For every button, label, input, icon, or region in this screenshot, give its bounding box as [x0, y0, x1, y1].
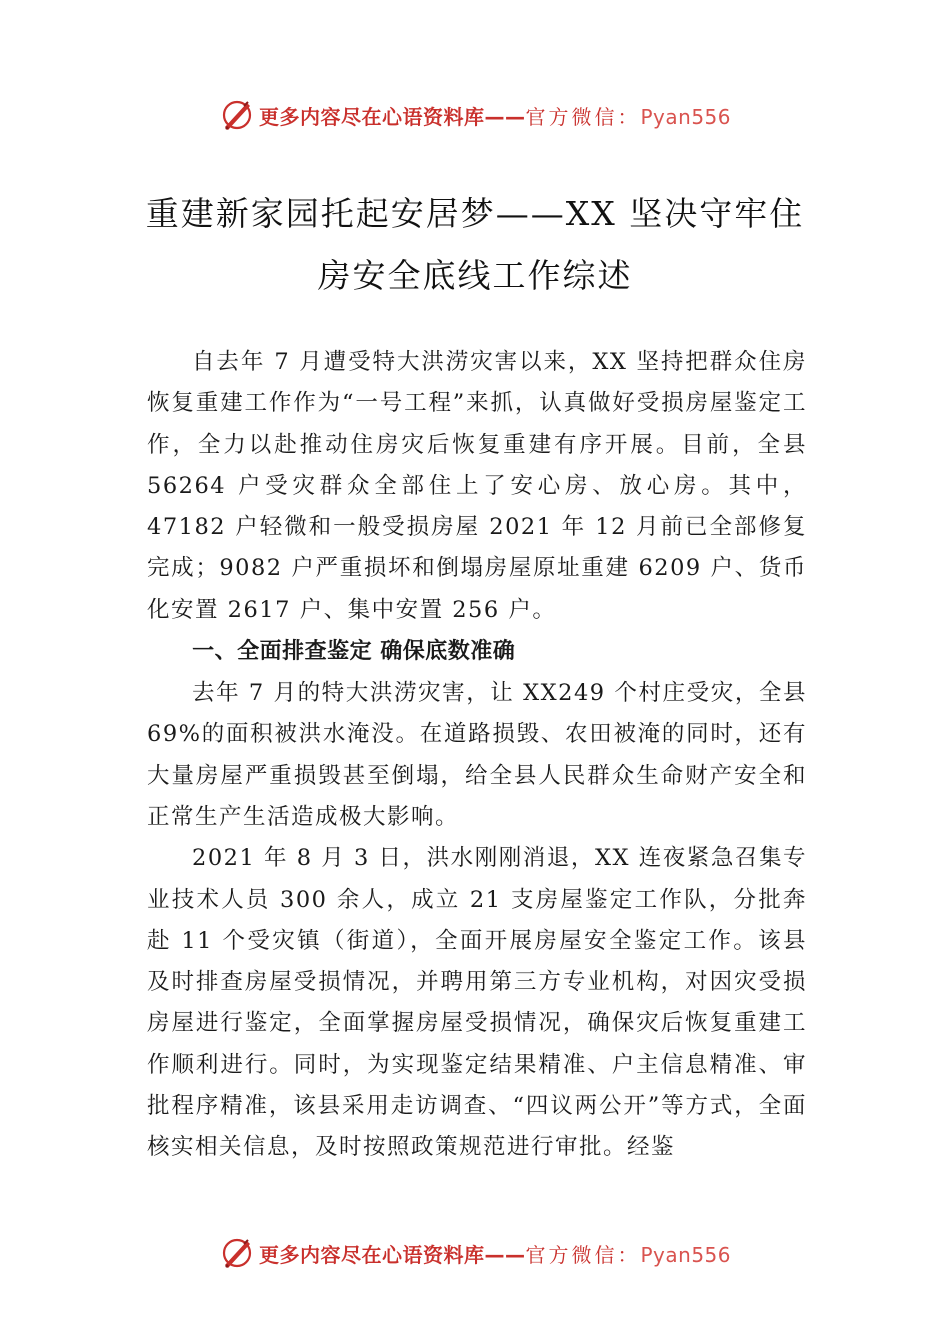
section-heading-1: 一、全面排查鉴定 确保底数准确	[192, 639, 516, 665]
watermark-text-id: Pyan556	[640, 104, 731, 129]
paragraph-intro: 自去年 7 月遭受特大洪涝灾害以来，XX 坚持把群众住房恢复重建工作作为“一号工程”来抓，认真做好受损房屋鉴定工作，全力以赴推动住房灾后恢复重建有序开展。目前，全县 56264 户受灾群众全部住上了安心房、放心房。其中，47182 户轻微和一般受损房屋 2021 年 12 月前已全部修复完成；9082 户严重损坏和倒塌房屋原址重建 6209 户、货币化安置 2617 户、集中安置 256 户。	[147, 349, 807, 623]
watermark-text	[259, 1239, 731, 1268]
watermark-banner-bottom	[0, 1233, 950, 1273]
paragraph-disaster: 去年 7 月的特大洪涝灾害，让 XX249 个村庄受灾，全县 69%的面积被洪水淹没。在道路损毁、农田被淹的同时，还有大量房屋严重损毁甚至倒塌，给全县人民群众生命财产安全和正常生产生活造成极大影响。	[147, 680, 807, 830]
document-title	[120, 183, 830, 307]
watermark-text-wechat: 官方微信：	[525, 1242, 641, 1267]
watermark-text-cn: 更多内容尽在心语资料库——	[258, 104, 526, 129]
watermark-text	[259, 101, 731, 130]
title-line-2: 房安全底线工作综述	[317, 256, 633, 295]
watermark-text-id: Pyan556	[640, 1242, 731, 1267]
paragraph-inspection: 2021 年 8 月 3 日，洪水刚刚消退，XX 连夜紧急召集专业技术人员 300 余人，成立 21 支房屋鉴定工作队，分批奔赴 11 个受灾镇（街道），全面开展房屋安全鉴定工作。该县及时排查房屋受损情况，并聘用第三方专业机构，对因灾受损房屋进行鉴定，全面掌握房屋受损情况，确保灾后恢复重建工作顺利进行。同时，为实现鉴定结果精准、户主信息精准、审批程序精准，该县采用走访调查、“四议两公开”等方式，全面核实相关信息，及时按照政策规范进行审批。经鉴	[147, 845, 807, 1161]
pen-logo-icon	[219, 1235, 255, 1271]
document-body	[147, 342, 807, 1169]
watermark-text-cn: 更多内容尽在心语资料库——	[258, 1242, 526, 1267]
title-line-1: 重建新家园托起安居梦——XX 坚决守牢住	[145, 194, 805, 233]
pen-logo-icon	[219, 97, 255, 133]
watermark-text-wechat: 官方微信：	[525, 104, 641, 129]
watermark-banner-top	[0, 95, 950, 135]
